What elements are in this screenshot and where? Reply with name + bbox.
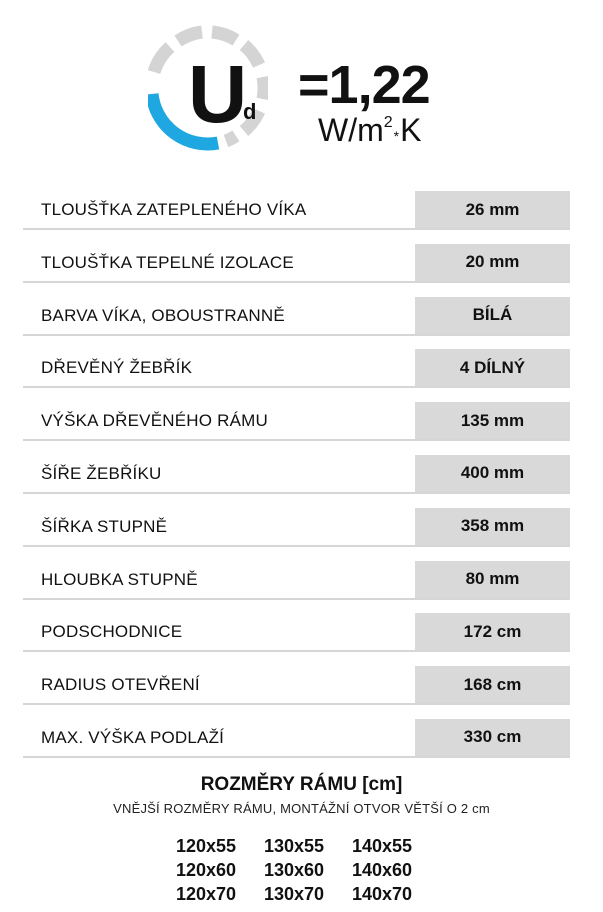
frame-size: 130x60 <box>264 860 325 880</box>
spec-label: TLOUŠŤKA ZATEPLENÉHO VÍKA <box>41 200 307 219</box>
frame-size: 120x55 <box>176 836 237 856</box>
spec-row <box>23 508 570 547</box>
spec-value: 172 cm <box>415 613 570 650</box>
spec-value: BÍLÁ <box>415 297 570 334</box>
spec-value: 26 mm <box>415 191 570 228</box>
spec-label: BARVA VÍKA, OBOUSTRANNĚ <box>41 305 285 325</box>
spec-value: 135 mm <box>415 402 570 439</box>
frame-size: 140x60 <box>352 860 413 880</box>
frame-size: 130x70 <box>264 884 325 904</box>
spec-row <box>23 561 570 600</box>
frame-size: 120x60 <box>176 860 237 880</box>
spec-row <box>23 719 570 758</box>
spec-label: DŘEVĚNÝ ŽEBŘÍK <box>41 358 193 378</box>
spec-value: 358 mm <box>415 508 570 545</box>
unit-base: W/m <box>318 112 384 148</box>
spec-value: 168 cm <box>415 666 570 703</box>
frame-size: 130x55 <box>264 836 325 856</box>
spec-label: PODSCHODNICE <box>41 622 183 642</box>
frame-size-grid <box>176 836 440 904</box>
spec-row <box>23 455 570 494</box>
spec-value: 20 mm <box>415 244 570 281</box>
unit-star: * <box>393 128 400 144</box>
frame-sizes-section <box>0 774 603 904</box>
spec-row <box>23 191 570 230</box>
u-value: =1,22 <box>298 55 430 115</box>
spec-value: 80 mm <box>415 561 570 598</box>
spec-label: TLOUŠŤKA TEPELNÉ IZOLACE <box>41 252 294 272</box>
spec-table <box>23 191 570 772</box>
spec-row <box>23 244 570 283</box>
spec-value: 330 cm <box>415 719 570 756</box>
spec-label: ŠÍŘKA STUPNĚ <box>41 516 168 536</box>
spec-label: HLOUBKA STUPNĚ <box>41 569 198 589</box>
d-subscript: d <box>243 99 257 124</box>
spec-value: 400 mm <box>415 455 570 492</box>
frame-size: 140x70 <box>352 884 413 904</box>
frame-size: 140x55 <box>352 836 413 856</box>
spec-row <box>23 297 570 336</box>
unit-tail: K <box>400 112 422 148</box>
ud-badge <box>148 20 268 160</box>
spec-row <box>23 349 570 388</box>
unit-exponent: 2 <box>383 114 393 131</box>
spec-label: RADIUS OTEVŘENÍ <box>41 675 200 695</box>
u-letter: U <box>188 49 246 140</box>
spec-row <box>23 402 570 441</box>
spec-row <box>23 666 570 705</box>
spec-value: 4 DÍLNÝ <box>415 349 570 386</box>
frame-size: 120x70 <box>176 884 237 904</box>
u-unit <box>318 114 421 146</box>
frame-note: VNĚJŠÍ ROZMĚRY RÁMU, MONTÁŽNÍ OTVOR VĚTŠÍ O 2 cm <box>113 801 490 816</box>
spec-label: ŠÍŘE ŽEBŘÍKU <box>41 463 162 483</box>
spec-label: MAX. VÝŠKA PODLAŽÍ <box>41 727 225 747</box>
spec-label: VÝŠKA DŘEVĚNÉHO RÁMU <box>41 411 268 431</box>
frame-title: ROZMĚRY RÁMU [cm] <box>200 774 403 795</box>
spec-row <box>23 613 570 652</box>
